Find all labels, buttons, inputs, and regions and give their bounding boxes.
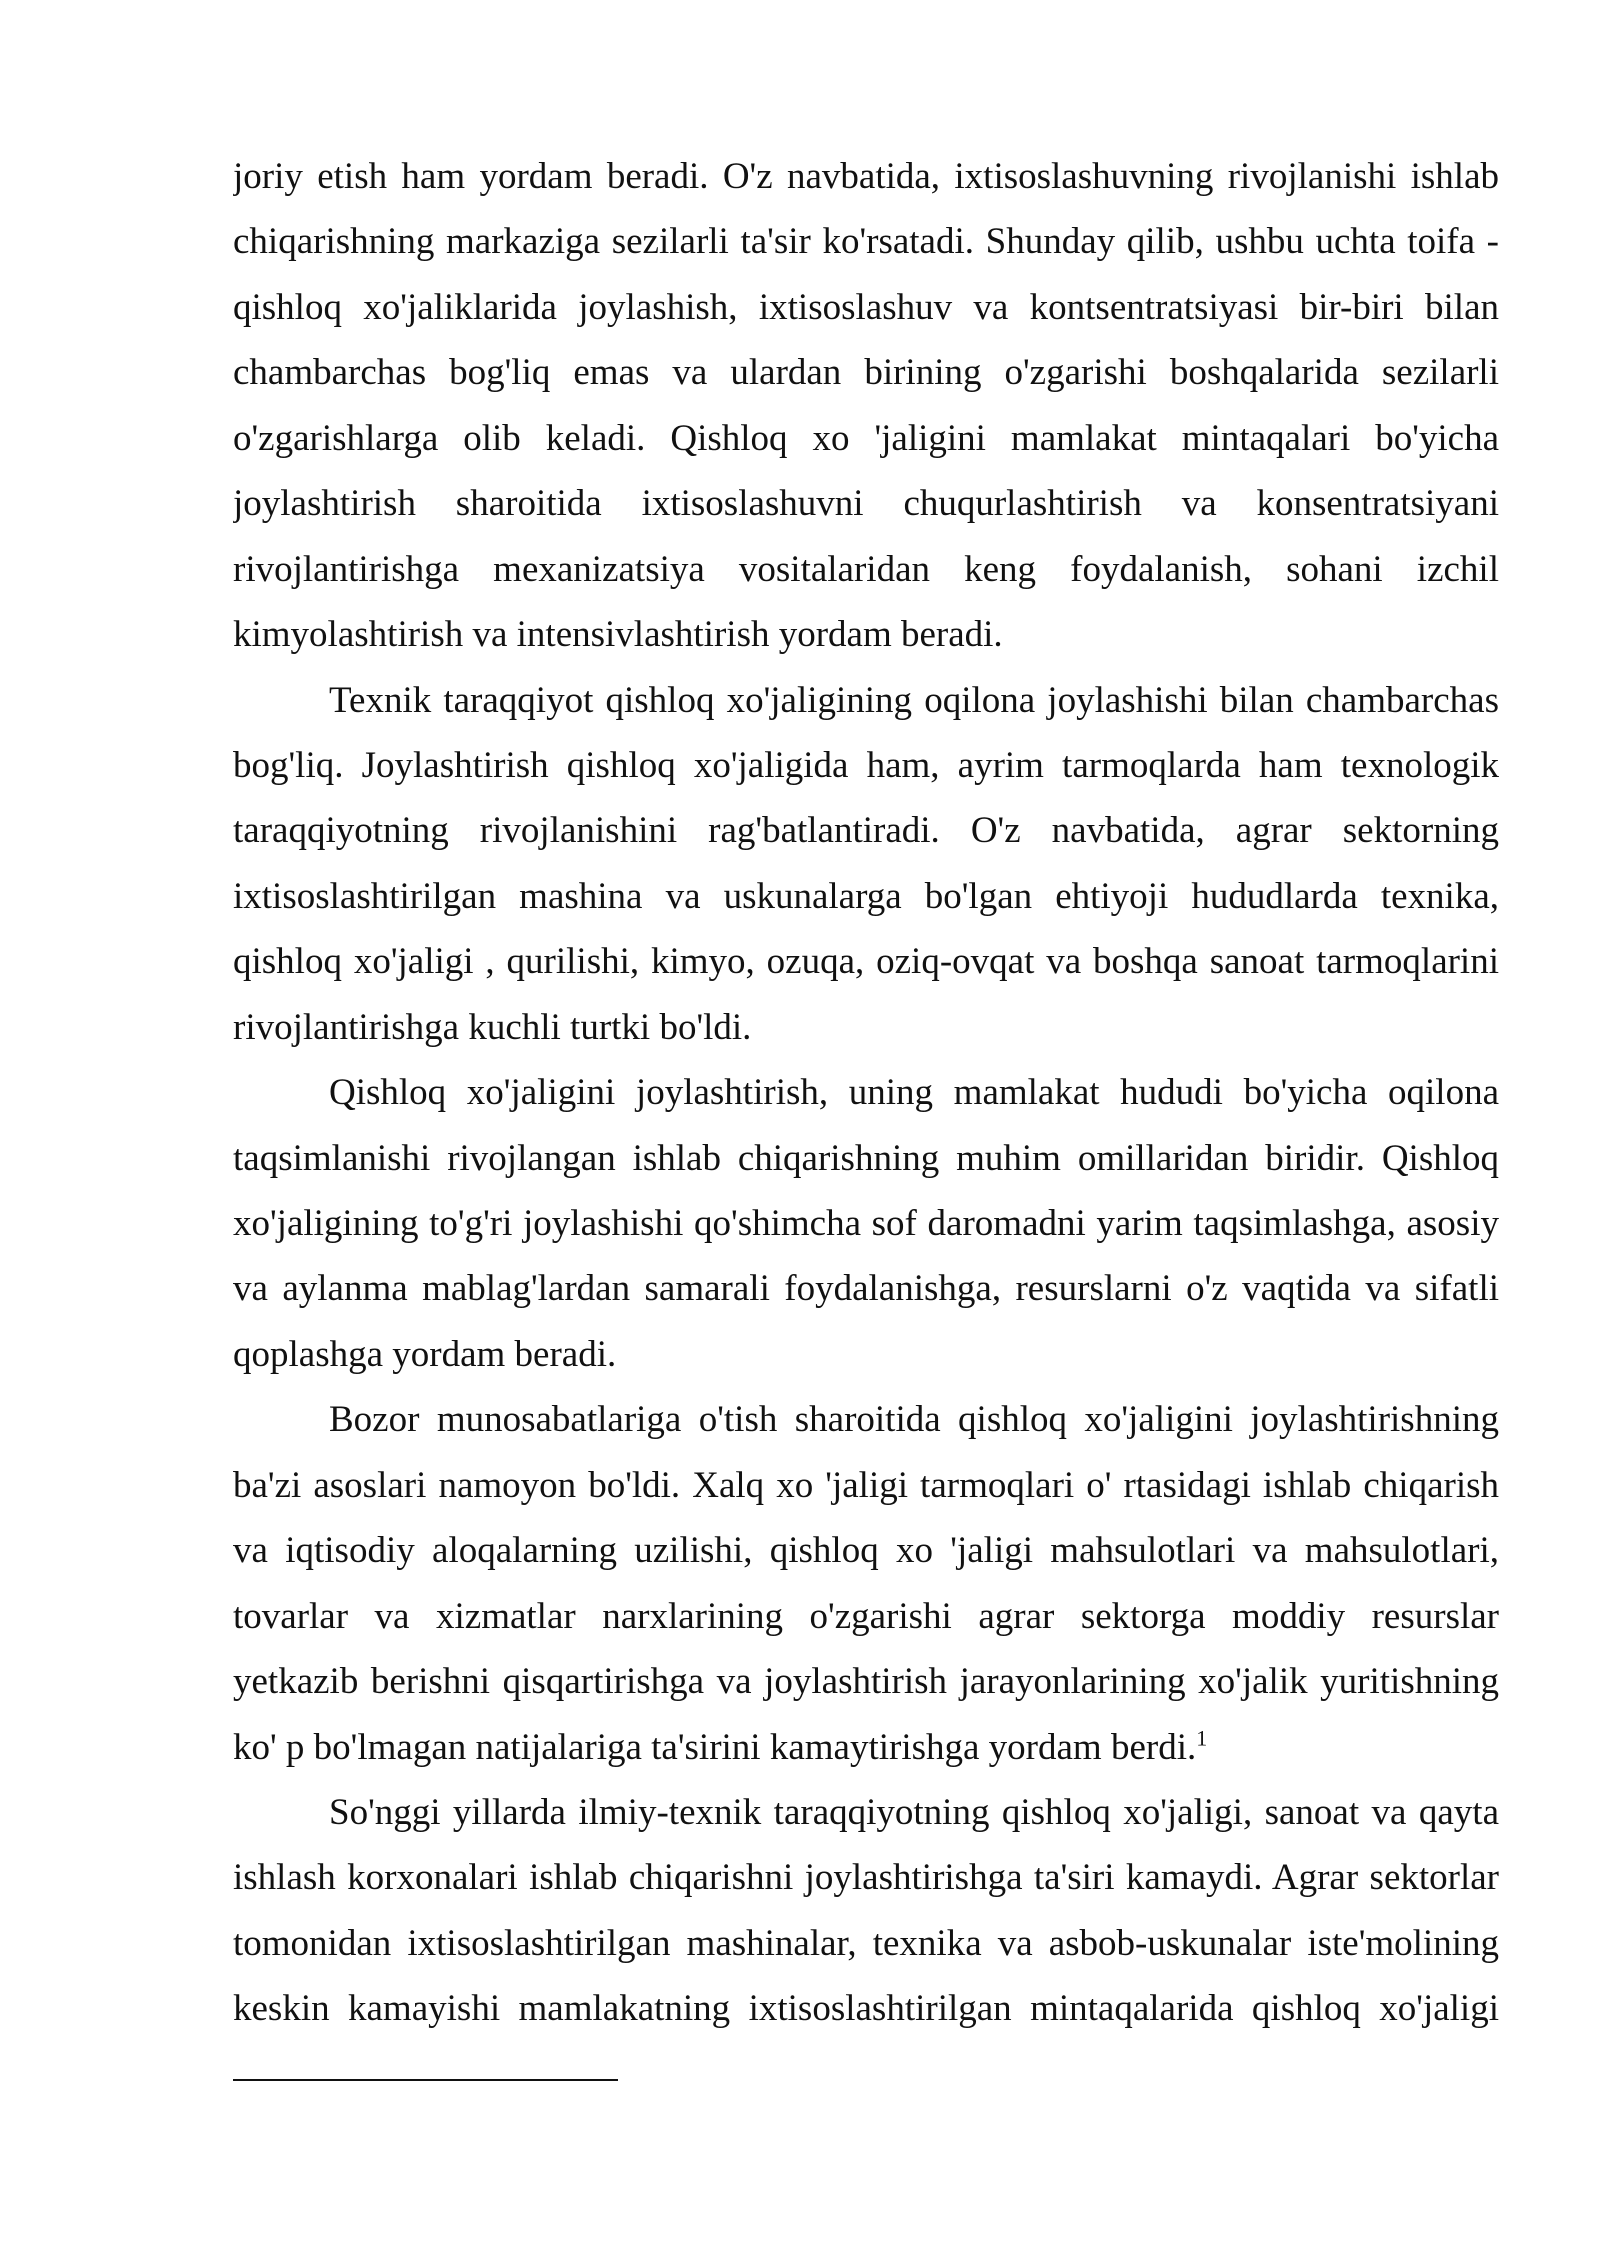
text-line: Bozor munosabatlariga o'tish sharoitida qishloq xo'jaligini joylashtirishning — [329, 1399, 1499, 1441]
text-line: bog'liq. Joylashtirish qishloq xo'jaligida ham, ayrim tarmoqlarda ham texnologik — [233, 744, 1499, 786]
text-line: yetkazib berishni qisqartirishga va joylashtirish jarayonlarining xo'jalik yuritishning — [233, 1661, 1499, 1703]
text-line: taraqqiyotning rivojlanishini rag'batlantiradi. O'z navbatida, agrar sektorning — [233, 810, 1499, 852]
text-line: taqsimlanishi rivojlangan ishlab chiqarishning muhim omillaridan biridir. Qishloq — [233, 1137, 1499, 1179]
paragraph — [233, 668, 1499, 1061]
paragraph — [233, 1780, 1499, 2042]
text-line: joylashtirish sharoitida ixtisoslashuvni chuqurlashtirish va konsentratsiyani — [233, 483, 1499, 525]
text-line: Qishloq xo'jaligini joylashtirish, uning mamlakat hududi bo'yicha oqilona — [329, 1072, 1499, 1114]
text-line: chiqarishning markaziga sezilarli ta'sir ko'rsatadi. Shunday qilib, ushbu uchta toifa - — [233, 221, 1499, 263]
text-line — [233, 1715, 1499, 1780]
footnote-separator — [233, 2079, 618, 2081]
text-line: Texnik taraqqiyot qishloq xo'jaligining oqilona joylashishi bilan chambarchas — [329, 679, 1499, 721]
text-line: ba'zi asoslari namoyon bo'ldi. Xalq xo 'jaligi tarmoqlari o' rtasidagi ishlab chiqarish — [233, 1464, 1499, 1506]
text-line: qishloq xo'jaligi , qurilishi, kimyo, ozuqa, oziq-ovqat va boshqa sanoat tarmoqlarini — [233, 941, 1499, 983]
text-line: xo'jaligining to'g'ri joylashishi qo'shimcha sof daromadni yarim taqsimlashga, asosiy — [233, 1203, 1499, 1244]
text-line: keskin kamayishi mamlakatning ixtisoslashtirilgan mintaqalarida qishloq xo'jaligi — [233, 1988, 1499, 2030]
paragraph — [233, 144, 1499, 668]
text-line: qoplashga yordam beradi. — [233, 1333, 617, 1375]
text-line: rivojlantirishga kuchli turtki bo'ldi. — [233, 1006, 752, 1048]
text-line: tomonidan ixtisoslashtirilgan mashinalar, texnika va asbob-uskunalar iste'molining — [233, 1922, 1499, 1964]
text-line: joriy etish ham yordam beradi. O'z navbatida, ixtisoslashuvning rivojlanishi ishlab — [233, 156, 1499, 197]
text-line: tovarlar va xizmatlar narxlarining o'zgarishi agrar sektorga moddiy resurslar — [233, 1595, 1499, 1637]
footnote-reference: 1 — [1196, 1725, 1208, 1751]
text-line: rivojlantirishga mexanizatsiya vositalaridan keng foydalanish, sohani izchil — [233, 548, 1499, 590]
text-line: ixtisoslashtirilgan mashina va uskunalarga bo'lgan ehtiyoji hududlarda texnika, — [233, 875, 1499, 917]
text-line: o'zgarishlarga olib keladi. Qishloq xo 'jaligini mamlakat mintaqalari bo'yicha — [233, 417, 1499, 459]
text-line: So'nggi yillarda ilmiy-texnik taraqqiyotning qishloq xo'jaligi, sanoat va qayta — [329, 1791, 1499, 1833]
text-line: va iqtisodiy aloqalarning uzilishi, qishloq xo 'jaligi mahsulotlari va mahsulotlari, — [233, 1530, 1499, 1572]
text-line: chambarchas bog'liq emas va ulardan birining o'zgarishi boshqalarida sezilarli — [233, 352, 1499, 394]
text-line: ishlash korxonalari ishlab chiqarishni joylashtirishga ta'siri kamaydi. Agrar sektorlar — [233, 1857, 1499, 1899]
paragraph — [233, 1060, 1499, 1387]
text-line: va aylanma mablag'lardan samarali foydalanishga, resurslarni o'z vaqtida va sifatli — [233, 1268, 1499, 1310]
body-text — [233, 144, 1499, 2042]
text-line: qishloq xo'jaliklarida joylashish, ixtisoslashuv va kontsentratsiyasi bir-biri bilan — [233, 286, 1499, 328]
text-line-content: ko' p bo'lmagan natijalariga ta'sirini kamaytirishga yordam berdi. — [233, 1726, 1197, 1768]
text-line: kimyolashtirish va intensivlashtirish yordam beradi. — [233, 614, 1003, 656]
paragraph — [233, 1387, 1499, 1780]
